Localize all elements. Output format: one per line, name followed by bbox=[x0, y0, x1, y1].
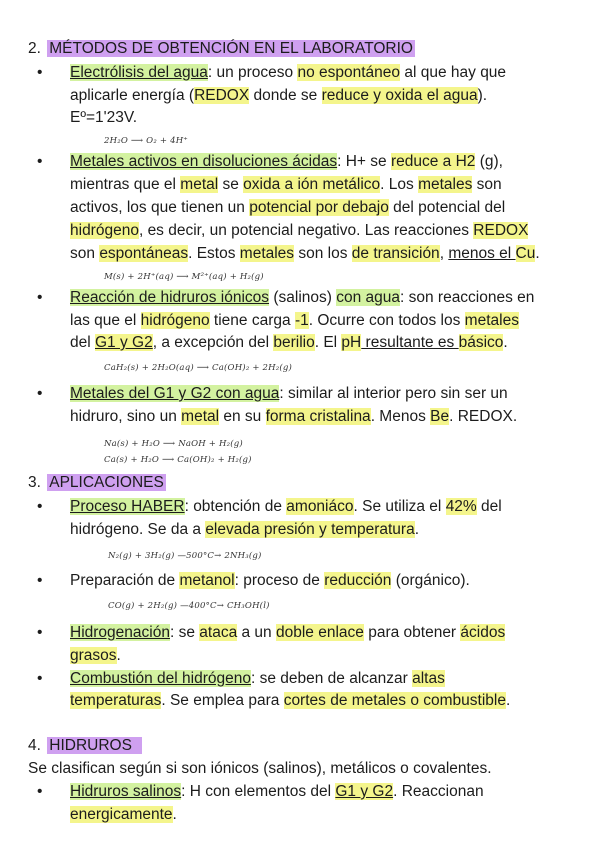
highlight-term: metal bbox=[180, 176, 219, 193]
highlight-term: energicamente bbox=[70, 806, 173, 823]
text-span: , a excepción del bbox=[152, 334, 274, 351]
text-span: : H con elementos del bbox=[181, 783, 336, 800]
text-span: : son reacciones en bbox=[400, 289, 535, 306]
highlight-term: metanol bbox=[179, 572, 235, 589]
text-span: , bbox=[439, 245, 449, 262]
handwritten-equation: N₂(g) + 3H₂(g) —500°C→ 2NH₃(g) bbox=[108, 551, 262, 561]
highlight-term: pH bbox=[341, 334, 362, 351]
text-span: tiene carga bbox=[209, 312, 295, 329]
section-title: APLICACIONES bbox=[49, 474, 164, 491]
text-span: hidruro, sino un bbox=[70, 408, 182, 425]
text-line bbox=[70, 781, 484, 804]
text-line bbox=[70, 174, 502, 197]
highlight-term: metales bbox=[418, 176, 473, 193]
text-span: (orgánico). bbox=[391, 572, 470, 589]
highlight-term: elevada presión y temperatura bbox=[205, 521, 415, 538]
handwritten-equation: 2H₂O ⟶ O₂ + 4H⁺ bbox=[104, 136, 188, 146]
text-line bbox=[70, 668, 445, 691]
text-span: . El bbox=[314, 334, 342, 351]
highlight-term: altas bbox=[412, 670, 445, 687]
handwritten-equation: CO(g) + 2H₂(g) —400°C→ CH₃OH(l) bbox=[108, 601, 270, 611]
text-span: activos, los que tienen un bbox=[70, 199, 250, 216]
text-span: del bbox=[476, 498, 502, 515]
section-2-heading bbox=[28, 38, 415, 60]
highlight-term: hidrógeno bbox=[70, 222, 139, 239]
text-span: : se bbox=[169, 624, 200, 641]
text-span: ). bbox=[477, 87, 488, 104]
text-span: donde se bbox=[249, 87, 322, 104]
handwritten-equation: Na(s) + H₂O ⟶ NaOH + H₂(g) bbox=[104, 439, 243, 449]
text-span: (g), bbox=[475, 153, 503, 170]
highlight-term: doble enlace bbox=[275, 624, 364, 641]
text-span: hidrógeno. Se da a bbox=[70, 521, 206, 538]
bullet: • bbox=[37, 624, 43, 641]
section-title: MÉTODOS DE OBTENCIÓN EN EL LABORATORIO bbox=[49, 40, 413, 57]
bullet: • bbox=[37, 64, 43, 81]
text-span: . bbox=[505, 692, 511, 709]
highlight-term: reducción bbox=[324, 572, 392, 589]
text-line bbox=[70, 645, 121, 668]
handwritten-equation: M(s) + 2H⁺(aq) ⟶ M²⁺(aq) + H₂(g) bbox=[104, 272, 264, 282]
text-span: Preparación de bbox=[70, 572, 180, 589]
text-span: son los bbox=[294, 245, 352, 262]
highlight-term: G1 y G2 bbox=[95, 334, 153, 351]
text-span: las que el bbox=[70, 312, 141, 329]
highlight-term: potencial por debajo bbox=[249, 199, 389, 216]
text-span: a un bbox=[237, 624, 276, 641]
section-3-heading bbox=[28, 472, 166, 494]
text-span: . bbox=[172, 806, 177, 823]
highlight-term: Electrólisis del agua bbox=[70, 64, 208, 81]
text-span: : se deben de alcanzar bbox=[250, 670, 413, 687]
highlight-term: básico bbox=[458, 334, 504, 351]
highlight-term: amoniáco bbox=[286, 498, 354, 515]
text-span: : obtención de bbox=[184, 498, 287, 515]
highlight-term: -1 bbox=[294, 312, 309, 329]
text-span: . Se emplea para bbox=[161, 692, 284, 709]
text-line: Eº=1'23V. bbox=[70, 109, 138, 126]
text-line: Se clasifican según si son iónicos (salinos), metálicos o covalentes. bbox=[28, 760, 492, 777]
bullet: • bbox=[37, 783, 43, 800]
section-title: HIDRUROS bbox=[47, 737, 142, 754]
handwritten-equation: Ca(s) + H₂O ⟶ Ca(OH)₂ + H₂(g) bbox=[104, 455, 252, 465]
highlight-term: Metales activos en disoluciones ácidas bbox=[70, 153, 338, 170]
highlight-term: hidrógeno bbox=[140, 312, 210, 329]
text-span: para obtener bbox=[363, 624, 461, 641]
text-span: en su bbox=[219, 408, 266, 425]
text-span: resultante es bbox=[361, 334, 459, 351]
text-line bbox=[70, 220, 528, 243]
text-span: al que hay que bbox=[400, 64, 507, 81]
bullet: • bbox=[37, 498, 43, 515]
highlight-term: Hidrogenación bbox=[70, 624, 170, 641]
text-line bbox=[70, 804, 177, 827]
text-line bbox=[70, 332, 508, 355]
section-number: 4. bbox=[28, 737, 41, 754]
highlight-term: cortes de metales o combustible bbox=[283, 692, 506, 709]
bullet: • bbox=[37, 670, 43, 687]
text-span: . Se utiliza el bbox=[353, 498, 446, 515]
text-line bbox=[70, 85, 487, 108]
highlight-term: Combustión del hidrógeno bbox=[70, 670, 251, 687]
highlight-term: ácidos bbox=[460, 624, 506, 641]
text-span: . REDOX. bbox=[449, 408, 518, 425]
text-span: . Los bbox=[380, 176, 419, 193]
highlight-term: no espontáneo bbox=[297, 64, 401, 81]
highlight-term: berilio bbox=[273, 334, 315, 351]
text-line bbox=[70, 243, 540, 266]
highlight-term: reduce a H2 bbox=[390, 153, 476, 170]
text-span: mientras que el bbox=[70, 176, 181, 193]
highlight-term: Reacción de hidruros iónicos bbox=[70, 289, 270, 306]
highlight-term: Be bbox=[430, 408, 450, 425]
text-line bbox=[70, 383, 508, 406]
highlight-term: forma cristalina bbox=[265, 408, 371, 425]
text-span: . bbox=[535, 245, 540, 262]
highlight-term: Hidruros salinos bbox=[70, 783, 182, 800]
highlight-term: temperaturas bbox=[70, 692, 162, 709]
text-line bbox=[70, 519, 419, 542]
highlight-term: espontáneas bbox=[99, 245, 189, 262]
text-line bbox=[70, 62, 506, 85]
highlight-term: con agua bbox=[336, 289, 400, 306]
text-line bbox=[70, 151, 503, 174]
text-line bbox=[70, 197, 505, 220]
text-span: aplicarle energía ( bbox=[70, 87, 195, 104]
highlight-term: Metales del G1 y G2 con agua bbox=[70, 385, 280, 402]
text-line bbox=[70, 570, 470, 593]
text-span: . Menos bbox=[370, 408, 431, 425]
text-span: : similar al interior pero sin ser un bbox=[279, 385, 508, 402]
text-line bbox=[70, 406, 517, 429]
section-4-heading bbox=[28, 735, 142, 757]
text-span: (salinos) bbox=[269, 289, 337, 306]
text-span: . Estos bbox=[188, 245, 240, 262]
text-span: se bbox=[218, 176, 244, 193]
highlight-term: ataca bbox=[199, 624, 238, 641]
text-span: son bbox=[70, 245, 100, 262]
highlight-term: Cu bbox=[515, 245, 536, 262]
section-number: 2. bbox=[28, 40, 41, 57]
bullet: • bbox=[37, 289, 43, 306]
text-span: . Ocurre con todos los bbox=[308, 312, 465, 329]
highlight-term: 42% bbox=[445, 498, 477, 515]
highlight-term: G1 y G2 bbox=[335, 783, 394, 800]
text-span: son bbox=[472, 176, 502, 193]
highlight-term: REDOX bbox=[194, 87, 250, 104]
bullet: • bbox=[37, 572, 43, 589]
text-span: : proceso de bbox=[234, 572, 325, 589]
text-span: menos el bbox=[448, 245, 516, 262]
text-span: del potencial del bbox=[388, 199, 506, 216]
text-span: del bbox=[70, 334, 95, 351]
highlight-term: metal bbox=[181, 408, 220, 425]
handwritten-equation: CaH₂(s) + 2H₂O(aq) ⟶ Ca(OH)₂ + 2H₂(g) bbox=[104, 363, 293, 373]
highlight-term: metales bbox=[464, 312, 519, 329]
text-span: : H+ se bbox=[337, 153, 391, 170]
text-span: . bbox=[414, 521, 419, 538]
text-line bbox=[70, 496, 502, 519]
section-number: 3. bbox=[28, 474, 41, 491]
text-line bbox=[70, 690, 510, 713]
highlight-term: grasos bbox=[70, 647, 117, 664]
highlight-term: de transición bbox=[351, 245, 440, 262]
text-span: . Reaccionan bbox=[393, 783, 484, 800]
text-line bbox=[70, 310, 519, 333]
text-span: . bbox=[503, 334, 508, 351]
highlight-term: Proceso HABER bbox=[70, 498, 185, 515]
bullet: • bbox=[37, 153, 43, 170]
highlight-term: REDOX bbox=[473, 222, 529, 239]
text-span: : un proceso bbox=[207, 64, 298, 81]
highlight-term: metales bbox=[239, 245, 295, 262]
text-line bbox=[70, 287, 534, 310]
text-span: , es decir, un potencial negativo. Las reacciones bbox=[138, 222, 474, 239]
bullet: • bbox=[37, 385, 43, 402]
text-line bbox=[70, 622, 505, 645]
text-span: . bbox=[116, 647, 121, 664]
highlight-term: oxida a ión metálico bbox=[243, 176, 381, 193]
highlight-term: reduce y oxida el agua bbox=[321, 87, 478, 104]
